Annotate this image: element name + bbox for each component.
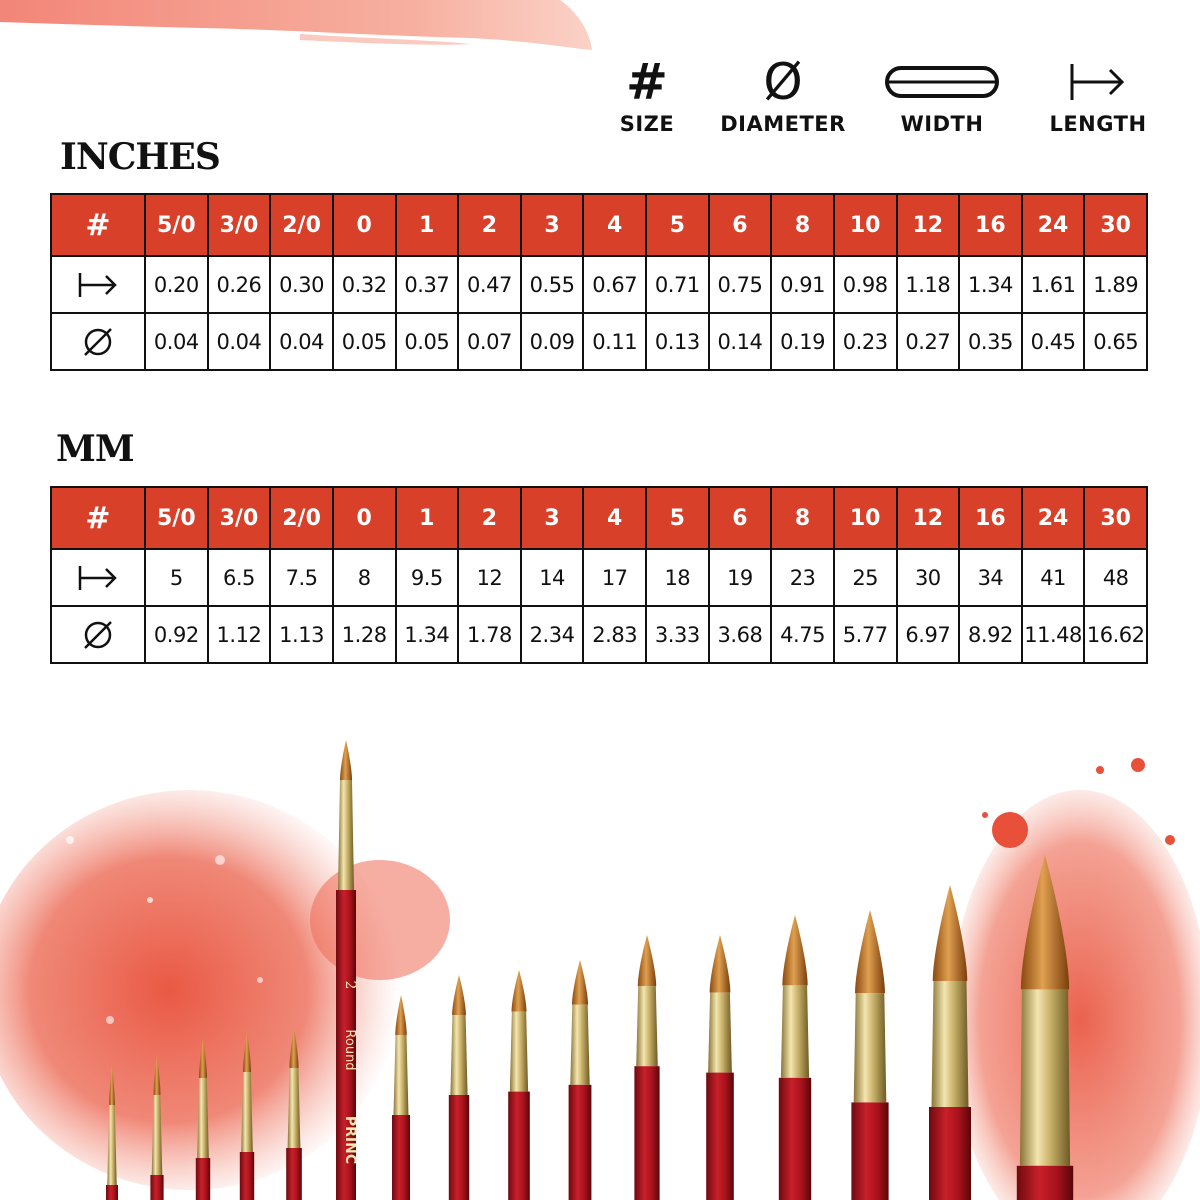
size-hash-header: # [51,487,145,549]
brush-handle [286,1148,302,1200]
size-hash-header: # [51,194,145,256]
diameter-row-icon [51,313,145,370]
brush-ferrule [570,1005,589,1085]
size-header-cell: 24 [1022,194,1085,256]
diameter-icon: Ø [763,53,803,111]
length-cell: 0.55 [521,256,584,313]
size-header-cell: 3/0 [208,194,271,256]
brush-handle [392,1115,410,1200]
length-cell: 18 [646,549,709,606]
mm-title: MM [56,428,134,470]
brush-ferrule [450,1015,467,1095]
splash-drop [1131,758,1145,772]
splash-drop [215,855,225,865]
length-cell: 30 [897,549,960,606]
diameter-cell: 0.07 [458,313,521,370]
diameter-cell: 0.09 [521,313,584,370]
size-header-cell: 2/0 [270,194,333,256]
size-header-cell: 6 [709,194,772,256]
length-cell: 0.98 [834,256,897,313]
splash-drop [1165,835,1175,845]
length-cell: 23 [771,549,834,606]
diameter-cell: 1.12 [208,606,271,663]
splash-drop [106,1016,114,1024]
length-cell: 0.47 [458,256,521,313]
diameter-cell: 0.65 [1084,313,1147,370]
diameter-cell: 0.35 [959,313,1022,370]
splash-drop [257,977,263,983]
diameter-row-icon [51,606,145,663]
length-cell: 48 [1084,549,1147,606]
diameter-cell: 0.19 [771,313,834,370]
length-cell: 34 [959,549,1022,606]
length-cell: 1.89 [1084,256,1147,313]
right-watercolor-splash [950,790,1200,1200]
size-header-cell: 5 [646,487,709,549]
legend-diameter [703,52,863,136]
brush-bristle [572,960,588,1005]
brush-type-label: Round [342,1029,357,1071]
brush-bristle [452,975,466,1015]
diameter-cell: 0.92 [145,606,208,663]
diameter-cell: 0.11 [583,313,646,370]
diameter-cell: 0.14 [709,313,772,370]
diameter-cell: 2.34 [521,606,584,663]
length-icon [1018,52,1178,112]
inches-size-row [51,194,1147,256]
size-header-cell: 6 [709,487,772,549]
brush-handle [634,1066,659,1200]
size-header-cell: 3/0 [208,487,271,549]
diameter-cell: 8.92 [959,606,1022,663]
size-header-cell: 3 [521,487,584,549]
brush-handle [196,1158,210,1200]
brush-handle [508,1092,530,1200]
length-cell: 6.5 [208,549,271,606]
splash-drop [147,897,153,903]
brush-handle [150,1175,163,1200]
size-header-cell: 16 [959,194,1022,256]
diameter-cell: 1.13 [270,606,333,663]
length-cell: 41 [1022,549,1085,606]
diameter-cell: 2.83 [583,606,646,663]
diameter-cell: 1.34 [396,606,459,663]
length-row-icon [51,256,145,313]
brush [851,910,888,1200]
brush-bristle [710,935,731,993]
size-header-cell: 16 [959,487,1022,549]
size-header-cell: 1 [396,487,459,549]
size-header-cell: 8 [771,487,834,549]
diameter-cell: 1.28 [333,606,396,663]
brush-bristle [638,935,656,986]
inches-table [50,193,1148,371]
length-cell: 0.26 [208,256,271,313]
brush-ferrule [932,981,969,1107]
mm-diameter-row [51,606,1147,663]
length-cell: 1.61 [1022,256,1085,313]
splash-drop [992,812,1028,848]
brush-ferrule [394,1035,409,1115]
brush-size-label: 2 [342,980,358,990]
size-header-cell: 4 [583,487,646,549]
size-header-cell: 1 [396,194,459,256]
brush-handle [779,1078,811,1200]
length-cell: 0.67 [583,256,646,313]
length-cell: 9.5 [396,549,459,606]
brush [449,975,469,1200]
brush-bristle [855,910,885,993]
length-row-icon [51,549,145,606]
brush-ferrule [288,1068,301,1148]
diameter-cell: 11.48 [1022,606,1085,663]
diameter-cell: 3.68 [709,606,772,663]
brush [508,970,530,1200]
length-cell: 17 [583,549,646,606]
diameter-cell: 6.97 [897,606,960,663]
diameter-cell: 5.77 [834,606,897,663]
size-header-cell: 0 [333,194,396,256]
brush [779,915,811,1200]
brush-handle [851,1102,888,1200]
diameter-cell: 0.05 [396,313,459,370]
length-cell: 14 [521,549,584,606]
size-header-cell: 2/0 [270,487,333,549]
size-header-cell: 10 [834,194,897,256]
size-header-cell: 8 [771,194,834,256]
legend [600,52,1160,152]
diameter-cell: 0.04 [270,313,333,370]
brush-handle [106,1185,118,1200]
brush-handle [569,1085,592,1200]
brush [569,960,592,1200]
brush-ferrule [338,780,354,890]
mm-length-row [51,549,1147,606]
brush-handle [240,1152,254,1200]
hash-icon: # [626,53,668,111]
length-cell: 0.37 [396,256,459,313]
legend-size-label: SIZE [619,112,675,136]
size-header-cell: 12 [897,194,960,256]
length-cell: 0.75 [709,256,772,313]
brush-ferrule [781,985,809,1077]
brush-handle [449,1095,469,1200]
brush-ferrule [636,986,658,1066]
size-header-cell: 24 [1022,487,1085,549]
top-watercolor-smear [0,0,600,60]
splash-drop [982,812,988,818]
length-cell: 12 [458,549,521,606]
size-header-cell: 3 [521,194,584,256]
size-header-cell: 30 [1084,194,1147,256]
brush-ferrule [854,993,887,1102]
brush-ferrule [510,1012,528,1092]
inches-title: INCHES [60,136,220,178]
diameter-cell: 0.23 [834,313,897,370]
splash-drop [66,836,74,844]
brush-ferrule [197,1078,209,1158]
size-header-cell: 5 [646,194,709,256]
size-header-cell: 2 [458,194,521,256]
size-header-cell: 2 [458,487,521,549]
diameter-cell: 0.27 [897,313,960,370]
size-header-cell: 30 [1084,487,1147,549]
size-header-cell: 10 [834,487,897,549]
size-header-cell: 0 [333,487,396,549]
brush-handle [706,1073,734,1200]
length-cell: 25 [834,549,897,606]
length-cell: 19 [709,549,772,606]
diameter-cell: 3.33 [646,606,709,663]
diameter-cell: 0.13 [646,313,709,370]
length-cell: 8 [333,549,396,606]
length-cell: 0.91 [771,256,834,313]
legend-length [1018,52,1178,136]
legend-width [862,52,1022,136]
diameter-cell: 0.04 [208,313,271,370]
left-watercolor-splash-light [310,860,450,980]
length-cell: 0.30 [270,256,333,313]
size-header-cell: 12 [897,487,960,549]
mm-table [50,486,1148,664]
legend-length-label: LENGTH [1049,112,1147,136]
size-header-cell: 4 [583,194,646,256]
brush-handle [1017,1166,1073,1200]
size-header-cell: 5/0 [145,194,208,256]
length-cell: 0.32 [333,256,396,313]
width-icon [862,52,1022,112]
length-cell: 5 [145,549,208,606]
size-header-cell: 5/0 [145,487,208,549]
diameter-cell: 1.78 [458,606,521,663]
brush-bristle [782,915,807,985]
brush-ferrule [1020,989,1070,1165]
diameter-cell: 4.75 [771,606,834,663]
length-cell: 7.5 [270,549,333,606]
mm-size-row [51,487,1147,549]
length-cell: 1.18 [897,256,960,313]
brush-brand-label: PRINC [342,1115,358,1165]
length-cell: 1.34 [959,256,1022,313]
brush [634,935,659,1200]
brush-bristle [512,970,527,1012]
brush [706,935,734,1200]
brush-ferrule [241,1072,253,1152]
brush-handle [929,1107,971,1200]
diameter-cell: 0.04 [145,313,208,370]
brush-bristle [340,740,352,780]
diameter-cell: 0.05 [333,313,396,370]
legend-diameter-label: DIAMETER [720,112,846,136]
diameter-cell: 0.45 [1022,313,1085,370]
length-cell: 0.20 [145,256,208,313]
inches-length-row [51,256,1147,313]
brush-ferrule [708,993,732,1073]
legend-width-label: WIDTH [900,112,984,136]
inches-diameter-row [51,313,1147,370]
splash-drop [1096,766,1104,774]
brushes-illustration [0,720,1200,1200]
length-cell: 0.71 [646,256,709,313]
diameter-cell: 16.62 [1084,606,1147,663]
